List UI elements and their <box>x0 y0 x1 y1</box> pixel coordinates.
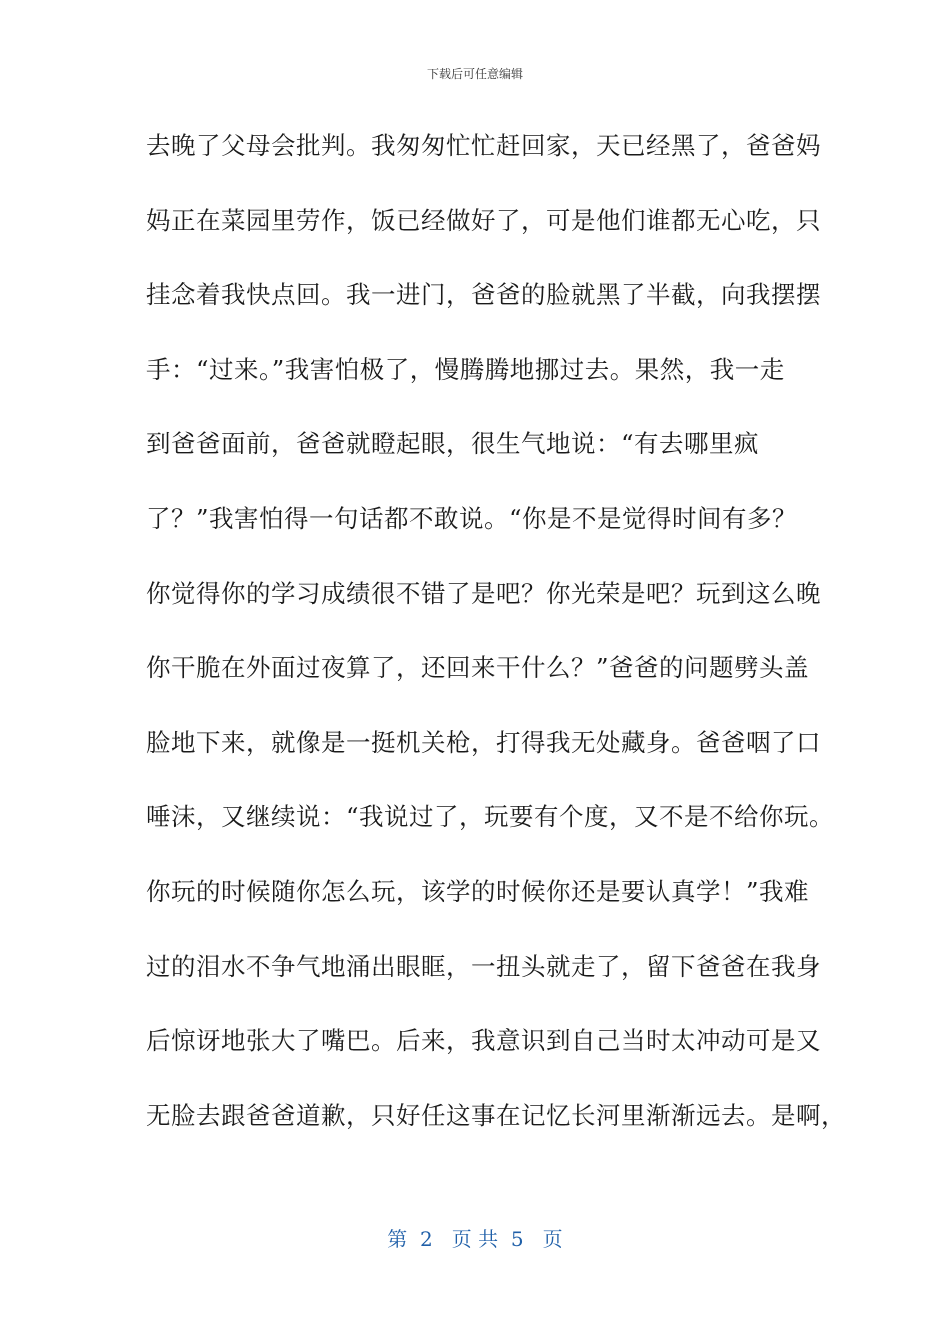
page-header-note: 下载后可任意编辑 <box>426 67 523 81</box>
text-line: 无脸去跟爸爸道歉，只好任这事在记忆长河里渐渐远去。是啊， <box>146 1100 846 1130</box>
text-line: 你干脆在外面过夜算了，还回来干什么？”爸爸的问题劈头盖 <box>146 653 810 683</box>
text-line: 去晚了父母会批判。我匆匆忙忙赶回家，天已经黑了，爸爸妈 <box>146 131 821 160</box>
text-line: 手：“过来。”我害怕极了，慢腾腾地挪过去。果然，我一走 <box>146 354 785 384</box>
text-line: 你觉得你的学习成绩很不错了是吧？你光荣是吧？玩到这么晚 <box>146 578 821 608</box>
document-body <box>146 124 846 1168</box>
text-line: 过的泪水不争气地涌出眼眶，一扭头就走了，留下爸爸在我身 <box>146 951 821 981</box>
page-number-footer: 第 2 页 共 5 页 <box>387 1227 563 1251</box>
text-line: 了？”我害怕得一句话都不敢说。“你是不是觉得时间有多？ <box>146 503 798 533</box>
text-line: 到爸爸面前，爸爸就瞪起眼，很生气地说：“有去哪里疯 <box>146 429 760 459</box>
text-line: 后惊讶地张大了嘴巴。后来，我意识到自己当时太冲动可是又 <box>146 1026 821 1056</box>
text-line: 唾沫，又继续说：“我说过了，玩要有个度，又不是不给你玩。 <box>146 802 835 832</box>
text-line: 你玩的时候随你怎么玩，该学的时候你还是要认真学！”我难 <box>146 876 810 906</box>
text-line: 脸地下来，就像是一挺机关枪，打得我无处藏身。爸爸咽了口 <box>146 727 821 757</box>
text-line: 妈正在菜园里劳作，饭已经做好了，可是他们谁都无心吃，只 <box>146 205 821 235</box>
text-line: 挂念着我快点回。我一进门，爸爸的脸就黑了半截，向我摆摆 <box>146 280 821 310</box>
